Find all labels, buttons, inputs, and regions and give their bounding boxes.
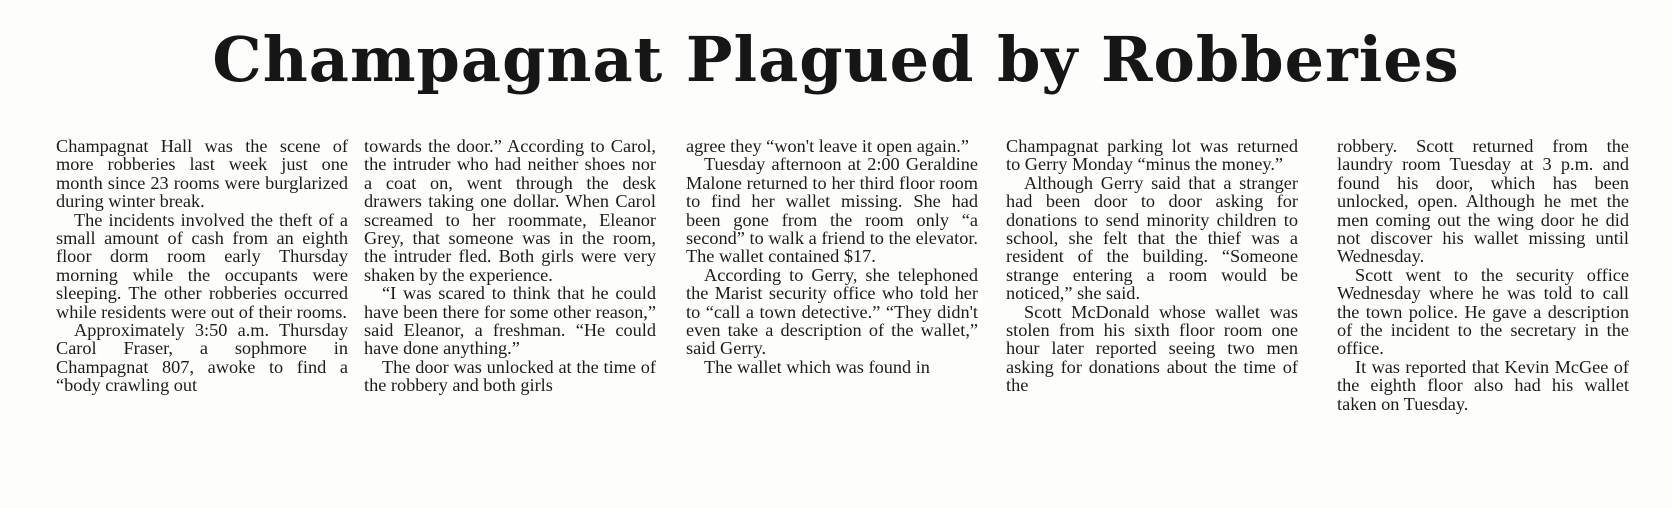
paragraph: Champagnat parking lot was returned to Gerry Monday “minus the money.” (1006, 136, 1298, 175)
paragraph: According to Gerry, she telephoned the Marist security office who told her to “call a town detective.” “They didn't even take a description of the wallet,” said Gerry. (686, 264, 978, 359)
paragraph: Approximately 3:50 a.m. Thursday Carol Fraser, a sophmore in Champagnat 807, awoke to find a “body crawling out (56, 320, 348, 396)
headline: Champagnat Plagued by Robberies (212, 23, 1460, 96)
paragraph: robbery. Scott returned from the laundry room Tuesday at 3 p.m. and found his door, which has been unlocked, open. Although he met the men coming out the wing door he did not discover his wallet missing until Wednesday. (1337, 136, 1629, 267)
article-column-3 (686, 137, 978, 376)
paragraph: It was reported that Kevin McGee of the eighth floor also had his wallet taken on Tuesday. (1337, 356, 1629, 414)
paragraph: “I was scared to think that he could have been there for some other reason,” said Eleanor, a freshman. “He could have done anything.” (364, 283, 656, 359)
paragraph: Champagnat Hall was the scene of more robberies last week just one month since 23 rooms were burglarized during winter break. (56, 136, 348, 212)
article-column-5 (1337, 137, 1629, 413)
paragraph: The wallet which was found in (704, 356, 930, 377)
paragraph: agree they “won't leave it open again.” (686, 136, 969, 156)
paragraph: Scott went to the security office Wednesday where he was told to call the town police. He gave a description of the incident to the secretary in the office. (1337, 264, 1629, 359)
paragraph: towards the door.” According to Carol, the intruder who had neither shoes nor a coat on, went through the desk drawers taking one dollar. When Carol screamed to her roommate, Eleanor Grey, that someone was in the room, the intruder fled. Both girls were very shaken by the experience. (364, 136, 656, 285)
paragraph: Tuesday afternoon at 2:00 Geraldine Malone returned to her third floor room to find her wallet missing. She had been gone from the room only “a second” to walk a friend to the elevator. The wallet contained $17. (686, 154, 978, 267)
paragraph: Although Gerry said that a stranger had been door to door asking for donations to send minority children to school, she felt that the thief was a resident of the building. “Someone strange entering a room would be noticed,” she said. (1006, 172, 1298, 304)
article-column-2 (364, 137, 656, 395)
paragraph: Scott McDonald whose wallet was stolen from his sixth floor room one hour later reported seeing two men asking for donations about the time of the (1006, 301, 1298, 396)
article-body (0, 137, 1672, 497)
article-column-1 (56, 137, 348, 395)
article-column-4 (1006, 137, 1298, 395)
paragraph: The door was unlocked at the time of the robbery and both girls (364, 356, 656, 396)
paragraph: The incidents involved the theft of a small amount of cash from an eighth floor dorm room early Thursday morning while the occupants were sleeping. The other robberies occurred while residents were out of their rooms. (56, 209, 348, 322)
